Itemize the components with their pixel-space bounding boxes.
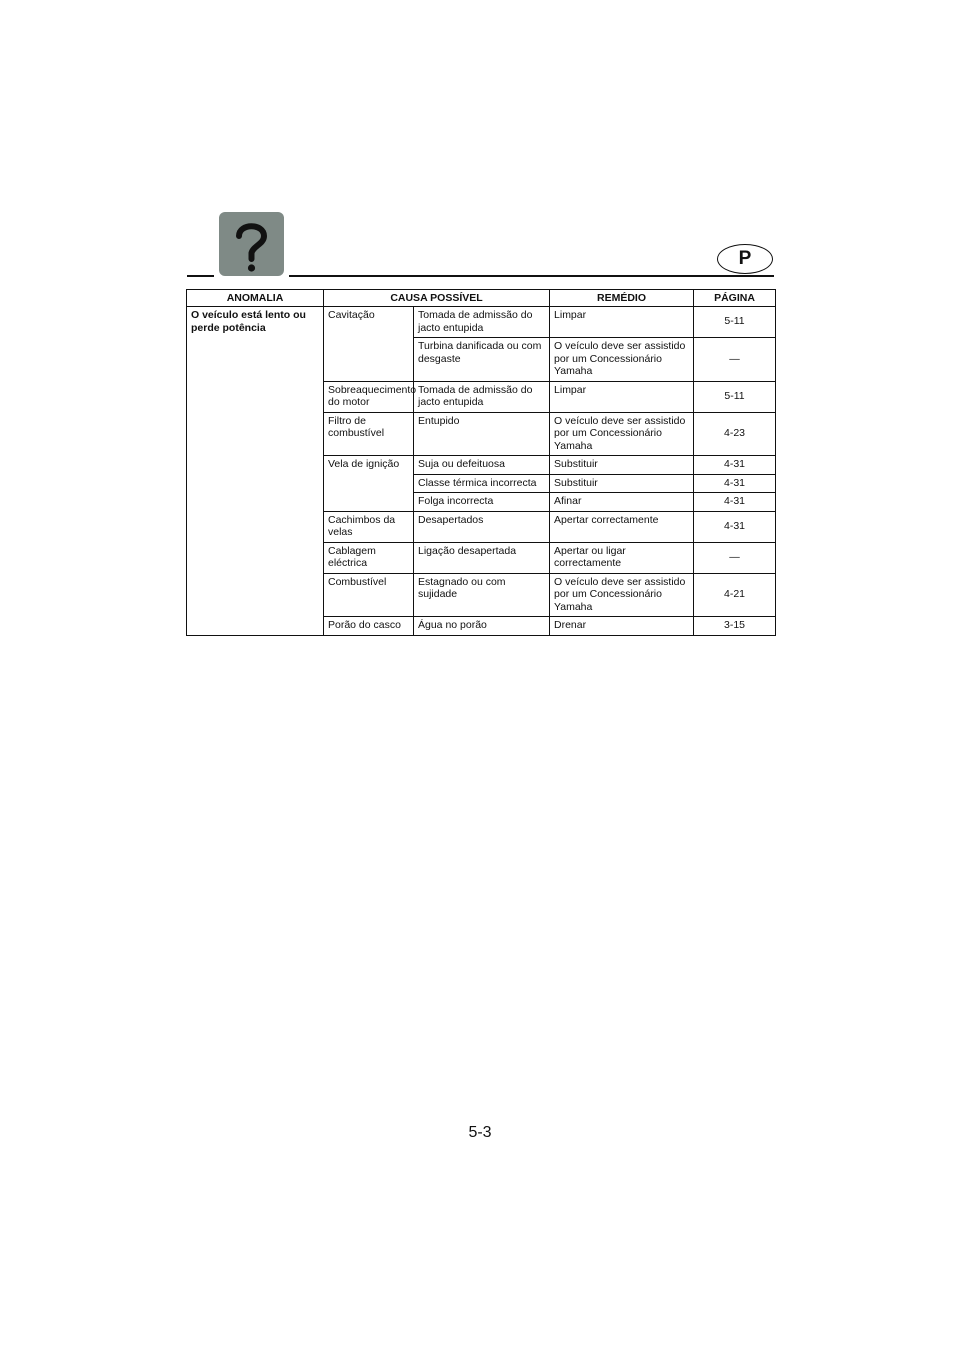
column-header-remedio: REMÉDIO: [550, 290, 694, 307]
remedy-cell: O veículo deve ser assistido por um Concessionário Yamaha: [550, 573, 694, 617]
remedy-cell: Afinar: [550, 493, 694, 512]
column-header-anomalia: ANOMALIA: [187, 290, 324, 307]
detail-cell: Entupido: [414, 412, 550, 456]
remedy-cell: Substituir: [550, 456, 694, 475]
cause-cell: Cachimbos da velas: [324, 511, 414, 542]
page-cell: 4-31: [694, 493, 776, 512]
detail-cell: Classe térmica incorrecta: [414, 474, 550, 493]
cause-cell: Vela de ignição: [324, 456, 414, 512]
detail-cell: Água no porão: [414, 617, 550, 636]
header-rule-left: [187, 275, 214, 277]
remedy-cell: O veículo deve ser assistido por um Concessionário Yamaha: [550, 412, 694, 456]
page-cell: —: [694, 338, 776, 382]
remedy-cell: Apertar correctamente: [550, 511, 694, 542]
detail-cell: Suja ou defeituosa: [414, 456, 550, 475]
page-cell: 3-15: [694, 617, 776, 636]
cause-cell: Porão do casco: [324, 617, 414, 636]
troubleshooting-table: [186, 289, 776, 636]
remedy-cell: Substituir: [550, 474, 694, 493]
remedy-cell: Apertar ou ligar correctamente: [550, 542, 694, 573]
page-cell: 4-21: [694, 573, 776, 617]
detail-cell: Estagnado ou com sujidade: [414, 573, 550, 617]
page-cell: 4-23: [694, 412, 776, 456]
detail-cell: Tomada de admissão do jacto entupida: [414, 307, 550, 338]
remedy-cell: Limpar: [550, 307, 694, 338]
detail-cell: Folga incorrecta: [414, 493, 550, 512]
remedy-cell: Drenar: [550, 617, 694, 636]
question-mark-icon: [219, 212, 284, 276]
cause-cell: Sobreaquecimento do motor: [324, 381, 414, 412]
column-header-pagina: PÁGINA: [694, 290, 776, 307]
table-header-row: [187, 290, 776, 307]
cause-cell: Cavitação: [324, 307, 414, 382]
header-rule-right: [289, 275, 774, 277]
column-header-causa: CAUSA POSSÍVEL: [324, 290, 550, 307]
page-cell: 4-31: [694, 511, 776, 542]
cause-cell: Combustível: [324, 573, 414, 617]
page-cell: 5-11: [694, 307, 776, 338]
detail-cell: Tomada de admissão do jacto entupida: [414, 381, 550, 412]
detail-cell: Desapertados: [414, 511, 550, 542]
anomaly-cell: O veículo está lento ou perde potência: [187, 307, 324, 636]
remedy-cell: O veículo deve ser assistido por um Concessionário Yamaha: [550, 338, 694, 382]
cause-cell: Cablagem eléctrica: [324, 542, 414, 573]
page-cell: 4-31: [694, 474, 776, 493]
language-badge: P: [717, 244, 773, 274]
page-cell: 5-11: [694, 381, 776, 412]
page-number: 5-3: [468, 1124, 492, 1141]
remedy-cell: Limpar: [550, 381, 694, 412]
table-row: [187, 307, 776, 338]
detail-cell: Turbina danificada ou com desgaste: [414, 338, 550, 382]
cause-cell: Filtro de combustível: [324, 412, 414, 456]
page-cell: 4-31: [694, 456, 776, 475]
detail-cell: Ligação desapertada: [414, 542, 550, 573]
page-cell: —: [694, 542, 776, 573]
